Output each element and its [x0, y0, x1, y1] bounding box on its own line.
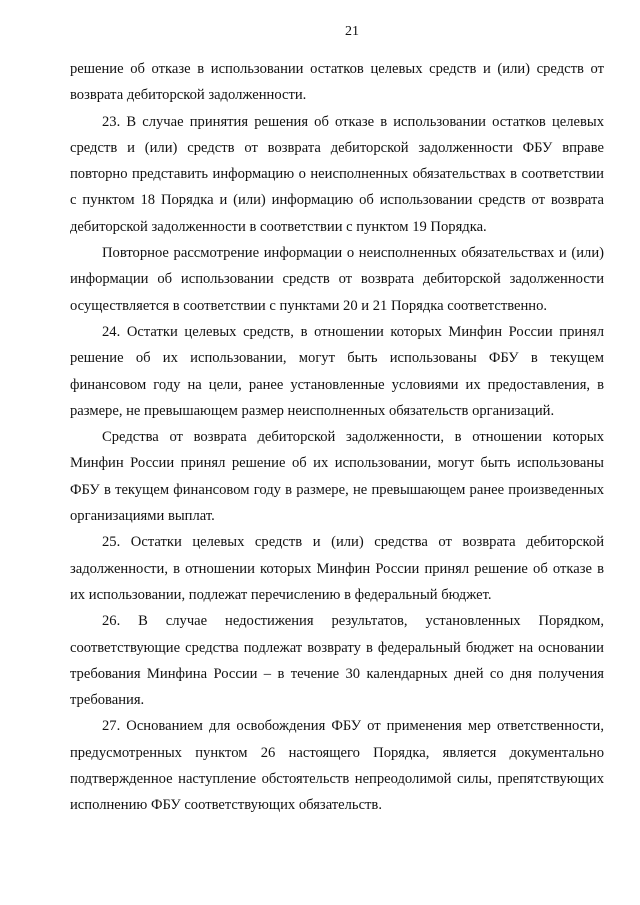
paragraph-27: 27. Основанием для освобождения ФБУ от применения мер ответственности, предусмотренных пунктом 26 настоящего Порядка, является документально подтвержденное наступление обстоятельств непреодолимой силы, препятствующих исполнению ФБУ соответствующих обязательств.	[70, 718, 604, 814]
paragraph-26: 26. В случае недостижения результатов, установленных Порядком, соответствующие средства подлежат возврату в федеральный бюджет на основании требования Минфина России – в течение 30 календарных дней со дня получения требования.	[70, 613, 604, 709]
paragraph-23: 23. В случае принятия решения об отказе в использовании остатков целевых средств и (или) средств от возврата дебиторской задолженности ФБУ вправе повторно представить информацию о неисполненных обязательствах в соответствии с пунктом 18 Порядка и (или) информацию об использовании средств от возврата дебиторской задолженности в соответствии с пунктом 19 Порядка.	[70, 113, 604, 235]
paragraph-24-receivables: Средства от возврата дебиторской задолженности, в отношении которых Минфин России принял решение об их использовании, могут быть использованы ФБУ в текущем финансовом году в размере, не превышающем ранее произведенных организациями выплат.	[70, 429, 604, 525]
paragraph-continuation: решение об отказе в использовании остатков целевых средств и (или) средств от возврата дебиторской задолженности.	[70, 61, 604, 104]
paragraph-23-repeat-review: Повторное рассмотрение информации о неисполненных обязательствах и (или) информации об использовании средств от возврата дебиторской задолженности осуществляется в соответствии с пунктами 20 и 21 Порядка соответственно.	[70, 245, 604, 314]
paragraph-24: 24. Остатки целевых средств, в отношении которых Минфин России принял решение об их использовании, могут быть использованы ФБУ в текущем финансовом году на цели, ранее установленные условиями их предоставления, в размере, не превышающем размер неисполненных обязательств организаций.	[70, 323, 604, 419]
paragraph-25: 25. Остатки целевых средств и (или) средства от возврата дебиторской задолженности, в отношении которых Минфин России принял решение об отказе в их использовании, подлежат перечислению в федеральный бюджет.	[70, 534, 604, 603]
page-number: 21	[345, 24, 359, 39]
